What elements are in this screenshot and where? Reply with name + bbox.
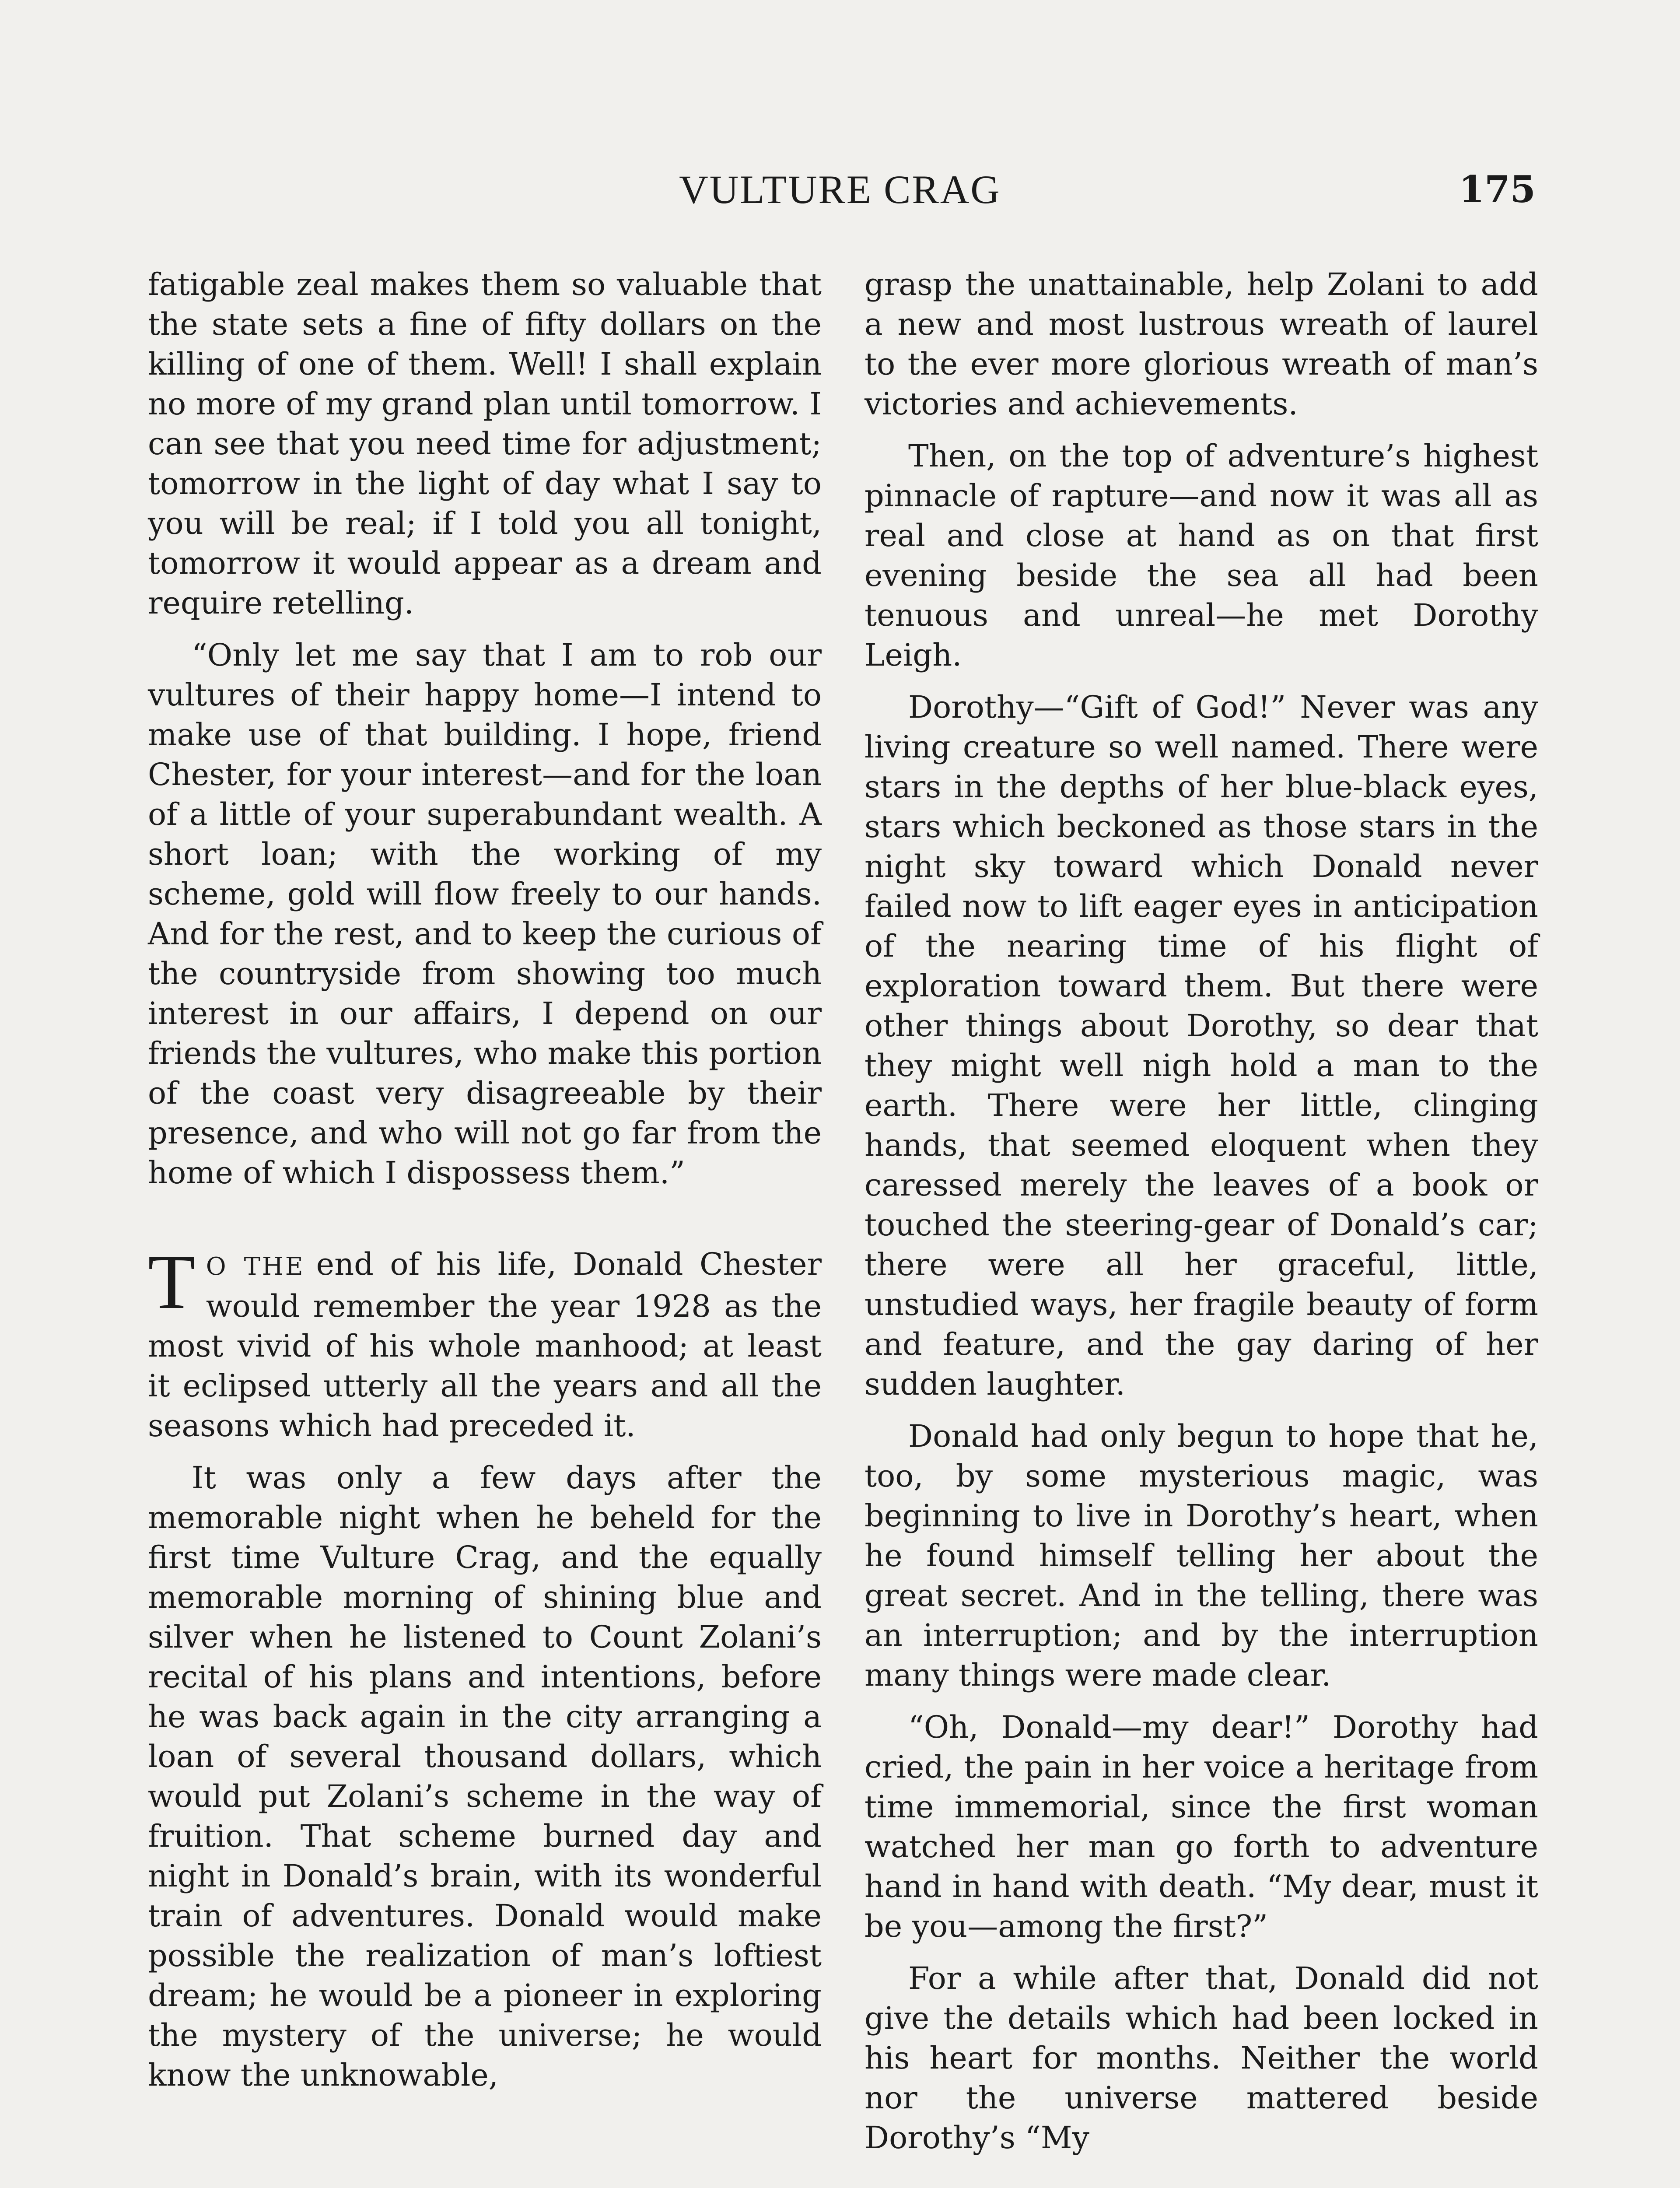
small-caps-lead: O THE	[206, 1252, 305, 1281]
paragraph: grasp the unattainable, help Zolani to add a new and most lustrous wreath of laurel to the ever more glorious wreath of man’s victories and achievements.	[864, 266, 1538, 422]
paragraph: It was only a few days after the memorable night when he beheld for the first time Vulture Crag, and the equally memorable morning of shining blue and silver when he listened to Count Zolani’s recital of his plans and intentions, before he was back again in the city arranging a loan of several thousand dollars, which would put Zolani’s scheme in the way of fruition. That scheme burned day and night in Donald’s brain, with its wonderful train of adventures. Donald would make possible the realization of man’s loftiest dream; he would be a pioneer in exploring the mystery of the universe; he would know the unknowable,	[148, 1460, 822, 2093]
paragraph: For a while after that, Donald did not give the details which had been locked in his heart for months. Neither the world nor the universe mattered beside Dorothy’s “My	[864, 1960, 1538, 2156]
paragraph: “Only let me say that I am to rob our vultures of their happy home—I intend to make use of that building. I hope, friend Chester, for your interest—and for the loan of a little of your superabundant wealth. A short loan; with the working of my scheme, gold will flow freely to our hands. And for the rest, and to keep the curious of the countryside from showing too much interest in our affairs, I depend on our friends the vultures, who make this portion of the coast very disagreeable by their presence, and who will not go far from the home of which I dispossess them.”	[148, 637, 822, 1191]
paragraph-dropcap	[148, 1238, 822, 1446]
paragraph: Donald had only begun to hope that he, too, by some mysterious magic, was beginning to live in Dorothy’s heart, when he found himself telling her about the great secret. And in the telling, there was an interruption; and by the interruption many things were made clear.	[864, 1418, 1538, 1693]
drop-cap: T	[148, 1238, 196, 1325]
running-title: VULTURE CRAG	[679, 167, 1001, 212]
left-column	[148, 265, 822, 2107]
paragraph-text: end of his life, Donald Chester would remember the year 1928 as the most vivid of his whole manhood; at least it eclipsed utterly all the years and all the seasons which had preceded it.	[148, 1246, 822, 1444]
paragraph: Then, on the top of adventure’s highest pinnacle of rapture—and now it was all as real and close at hand as on that first evening beside the sea all had been tenuous and unreal—he met Dorothy Leigh.	[864, 438, 1538, 673]
paragraph: fatigable zeal makes them so valuable that the state sets a fine of fifty dollars on the killing of one of them. Well! I shall explain no more of my grand plan until tomorrow. I can see that you need time for adjustment; tomorrow in the light of day what I say to you will be real; if I told you all tonight, tomorrow it would appear as a dream and require retelling.	[148, 266, 822, 621]
paragraph: “Oh, Donald—my dear!” Dorothy had cried, the pain in her voice a heritage from time immemorial, since the first woman watched her man go forth to adventure hand in hand with death. “My dear, must it be you—among the first?”	[864, 1709, 1538, 1944]
section-break	[148, 1205, 822, 1245]
page-header	[144, 165, 1536, 214]
paragraph: Dorothy—“Gift of God!” Never was any living creature so well named. There were stars in the depths of her blue-black eyes, stars which beckoned as those stars in the night sky toward which Donald never failed now to lift eager eyes in anticipation of the nearing time of his flight of exploration toward them. But there were other things about Dorothy, so dear that they might well nigh hold a man to the earth. There were her little, clinging hands, that seemed eloquent when they caressed merely the leaves of a book or touched the steering-gear of Donald’s car; there were all her graceful, little, unstudied ways, her fragile beauty of form and feature, and the gay daring of her sudden laughter.	[864, 689, 1538, 1402]
right-column	[864, 265, 1538, 2170]
page-number: 175	[1459, 168, 1536, 211]
